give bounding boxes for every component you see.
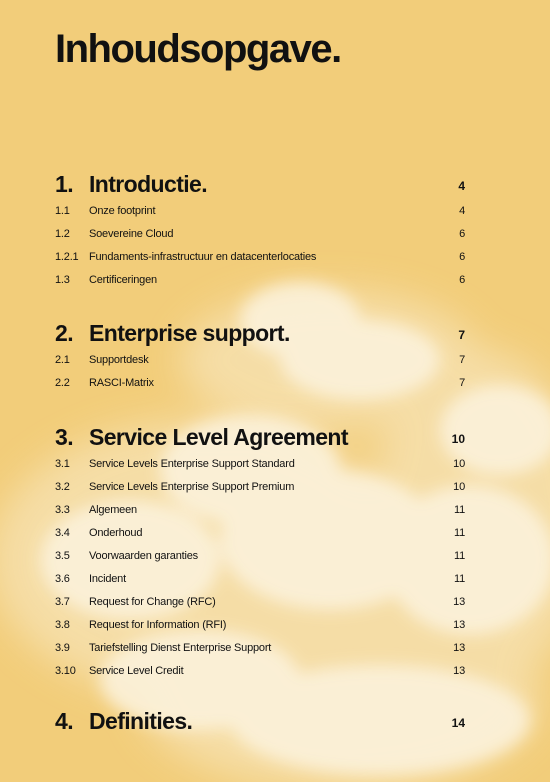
section-number: 2. bbox=[55, 320, 74, 346]
entry-title: Algemeen bbox=[89, 504, 137, 516]
toc-entry[interactable] bbox=[55, 223, 465, 246]
entry-page-number: 13 bbox=[453, 642, 465, 654]
section-title: Enterprise support. bbox=[89, 320, 290, 346]
entry-page-number: 11 bbox=[453, 550, 465, 562]
toc-entry[interactable] bbox=[55, 372, 465, 395]
entry-page-number: 6 bbox=[459, 251, 465, 263]
entry-number: 3.10 bbox=[55, 665, 76, 677]
entry-page-number: 10 bbox=[453, 481, 465, 493]
entry-page-number: 7 bbox=[459, 354, 465, 366]
page-title: Inhoudsopgave. bbox=[55, 27, 341, 71]
toc-entry[interactable] bbox=[55, 246, 465, 269]
entry-number: 3.4 bbox=[55, 527, 70, 539]
toc-section-heading[interactable] bbox=[55, 168, 465, 200]
section-page-number: 7 bbox=[458, 328, 465, 342]
entry-number: 2.1 bbox=[55, 354, 70, 366]
entry-title: Soevereine Cloud bbox=[89, 228, 174, 240]
section-page-number: 14 bbox=[451, 716, 465, 730]
entry-number: 3.5 bbox=[55, 550, 70, 562]
entry-number: 1.2 bbox=[55, 228, 70, 240]
entry-title: Service Levels Enterprise Support Premium bbox=[89, 481, 295, 493]
entry-page-number: 13 bbox=[453, 596, 465, 608]
section-title: Definities. bbox=[89, 708, 193, 734]
toc-entry[interactable] bbox=[55, 453, 465, 476]
toc-item-list bbox=[55, 349, 465, 395]
entry-title: Supportdesk bbox=[89, 354, 149, 366]
entry-title: Onze footprint bbox=[89, 205, 156, 217]
entry-page-number: 10 bbox=[453, 458, 465, 470]
entry-page-number: 6 bbox=[459, 228, 465, 240]
toc-entry[interactable] bbox=[55, 568, 465, 591]
section-number: 1. bbox=[55, 171, 74, 197]
entry-title: Incident bbox=[89, 573, 126, 585]
toc-entry[interactable] bbox=[55, 522, 465, 545]
entry-number: 1.1 bbox=[55, 205, 70, 217]
entry-title: Voorwaarden garanties bbox=[89, 550, 198, 562]
entry-title: Tariefstelling Dienst Enterprise Support bbox=[89, 642, 272, 654]
entry-title: Onderhoud bbox=[89, 527, 143, 539]
toc-entry[interactable] bbox=[55, 200, 465, 223]
section-page-number: 4 bbox=[458, 179, 465, 193]
toc-section-heading[interactable] bbox=[55, 317, 465, 349]
toc-entry[interactable] bbox=[55, 660, 465, 683]
entry-title: Service Level Credit bbox=[89, 665, 184, 677]
entry-number: 3.6 bbox=[55, 573, 70, 585]
toc-entry[interactable] bbox=[55, 476, 465, 499]
entry-page-number: 13 bbox=[453, 619, 465, 631]
toc-section-heading[interactable] bbox=[55, 705, 465, 737]
toc-section bbox=[55, 705, 465, 737]
entry-page-number: 7 bbox=[459, 377, 465, 389]
toc-entry[interactable] bbox=[55, 349, 465, 372]
entry-number: 2.2 bbox=[55, 377, 70, 389]
section-number: 3. bbox=[55, 424, 74, 450]
entry-number: 3.9 bbox=[55, 642, 70, 654]
entry-page-number: 6 bbox=[459, 274, 465, 286]
section-title: Introductie. bbox=[89, 171, 208, 197]
entry-page-number: 11 bbox=[453, 573, 465, 585]
section-number: 4. bbox=[55, 708, 74, 734]
toc-entry[interactable] bbox=[55, 499, 465, 522]
toc-item-list bbox=[55, 200, 465, 292]
entry-title: Certificeringen bbox=[89, 274, 157, 286]
toc-section-heading[interactable] bbox=[55, 421, 465, 453]
entry-number: 3.1 bbox=[55, 458, 70, 470]
entry-number: 3.2 bbox=[55, 481, 70, 493]
entry-page-number: 11 bbox=[453, 527, 465, 539]
entry-number: 3.3 bbox=[55, 504, 70, 516]
entry-number: 3.8 bbox=[55, 619, 70, 631]
entry-number: 1.3 bbox=[55, 274, 70, 286]
toc-entry[interactable] bbox=[55, 614, 465, 637]
entry-number: 3.7 bbox=[55, 596, 70, 608]
entry-title: Fundaments-infrastructuur en datacenterlocaties bbox=[89, 251, 317, 263]
entry-page-number: 4 bbox=[459, 205, 465, 217]
section-page-number: 10 bbox=[451, 432, 465, 446]
toc-entry[interactable] bbox=[55, 269, 465, 292]
toc-section bbox=[55, 168, 465, 292]
entry-page-number: 13 bbox=[453, 665, 465, 677]
entry-page-number: 11 bbox=[453, 504, 465, 516]
toc-section bbox=[55, 317, 465, 395]
toc-item-list bbox=[55, 453, 465, 683]
entry-title: RASCI-Matrix bbox=[89, 377, 154, 389]
entry-title: Request for Change (RFC) bbox=[89, 596, 216, 608]
toc-section bbox=[55, 421, 465, 683]
section-title: Service Level Agreement bbox=[89, 424, 348, 450]
toc-entry[interactable] bbox=[55, 591, 465, 614]
entry-title: Service Levels Enterprise Support Standard bbox=[89, 458, 295, 470]
entry-title: Request for Information (RFI) bbox=[89, 619, 227, 631]
toc-entry[interactable] bbox=[55, 545, 465, 568]
toc-entry[interactable] bbox=[55, 637, 465, 660]
entry-number: 1.2.1 bbox=[55, 251, 79, 263]
